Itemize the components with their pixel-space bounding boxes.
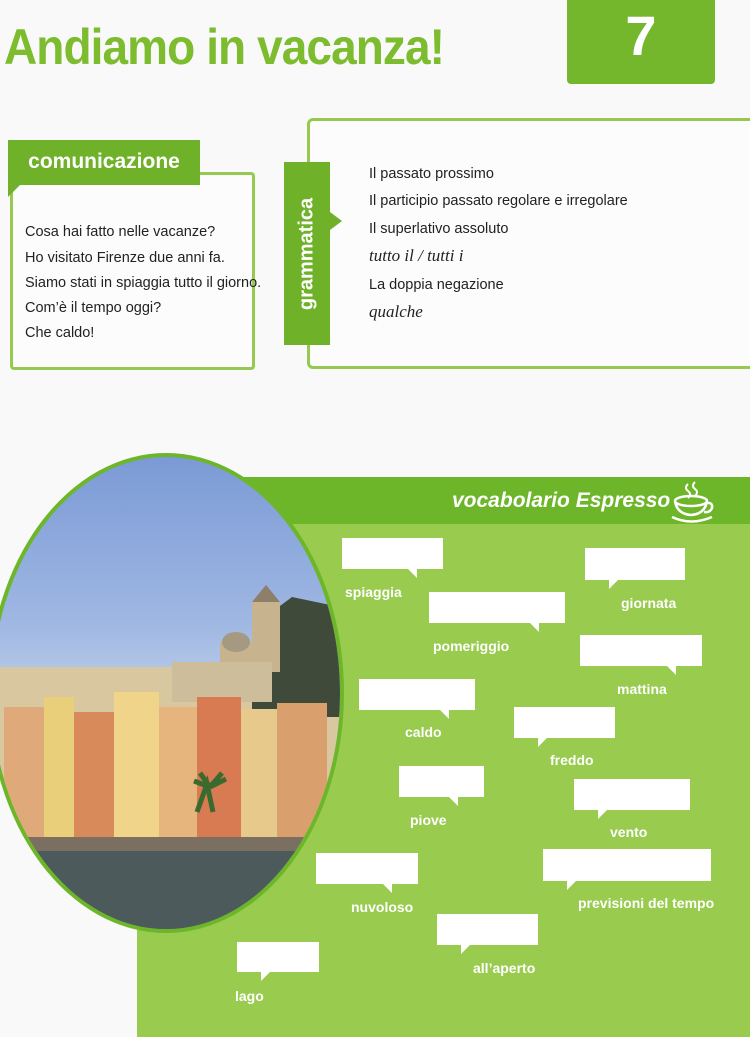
- answer-bubble[interactable]: [585, 548, 685, 580]
- answer-bubble[interactable]: [543, 849, 711, 881]
- comunicazione-line: Com’è il tempo oggi?: [25, 300, 162, 316]
- coffee-cup-icon: [670, 481, 716, 523]
- comunicazione-line: Che caldo!: [25, 325, 95, 341]
- vocab-word: lago: [235, 988, 264, 1004]
- answer-bubble[interactable]: [342, 538, 443, 569]
- grammatica-label: grammatica: [295, 197, 318, 310]
- comunicazione-label: comunicazione: [28, 150, 180, 173]
- comunicazione-line: Siamo stati in spiaggia tutto il giorno.: [25, 275, 262, 291]
- answer-bubble[interactable]: [580, 635, 702, 666]
- answer-bubble[interactable]: [359, 679, 475, 710]
- vocab-word: previsioni del tempo: [578, 895, 715, 911]
- vocab-word: all’aperto: [473, 960, 536, 976]
- vocab-word: mattina: [617, 681, 667, 697]
- grammatica-line: Il passato prossimo: [369, 166, 494, 182]
- vocab-word: vento: [610, 824, 648, 840]
- page-title: Andiamo in vacanza!: [4, 19, 445, 75]
- vocabolario-title: vocabolario Espresso: [452, 489, 671, 512]
- vocab-word: giornata: [621, 595, 677, 611]
- answer-bubble[interactable]: [316, 853, 418, 884]
- grammatica-line: Il participio passato regolare e irregolare: [369, 193, 628, 209]
- grammatica-line: qualche: [369, 302, 423, 321]
- answer-bubble[interactable]: [514, 707, 615, 738]
- grammatica-line: tutto il / tutti i: [369, 246, 464, 265]
- answer-bubble[interactable]: [399, 766, 484, 797]
- chapter-number: 7: [625, 4, 657, 67]
- town-photo: [0, 453, 344, 933]
- vocab-word: nuvoloso: [351, 899, 414, 915]
- grammatica-tab-pointer: [330, 212, 342, 230]
- vocab-word: pomeriggio: [433, 638, 510, 654]
- grammatica-line: La doppia negazione: [369, 277, 504, 293]
- answer-bubble[interactable]: [237, 942, 319, 972]
- comunicazione-tab-pointer: [8, 185, 20, 197]
- vocab-word: spiaggia: [345, 584, 402, 600]
- answer-bubble[interactable]: [429, 592, 565, 623]
- vocab-word: freddo: [550, 752, 594, 768]
- comunicazione-line: Ho visitato Firenze due anni fa.: [25, 250, 225, 266]
- vocab-word: caldo: [405, 724, 442, 740]
- grammatica-line: Il superlativo assoluto: [369, 221, 509, 237]
- grammatica-label-wrap: [284, 162, 330, 345]
- comunicazione-line: Cosa hai fatto nelle vacanze?: [25, 224, 216, 240]
- grammatica-box: [307, 118, 750, 369]
- vocab-word: piove: [410, 812, 447, 828]
- answer-bubble[interactable]: [574, 779, 690, 810]
- answer-bubble[interactable]: [437, 914, 538, 945]
